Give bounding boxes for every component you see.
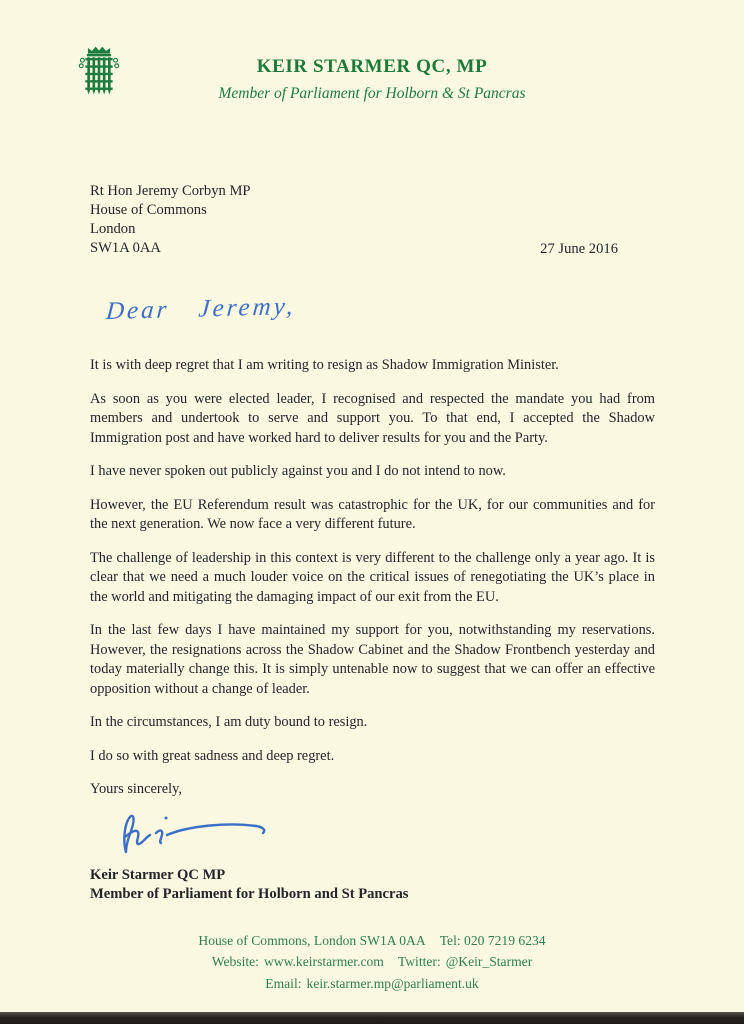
portcullis-icon: [76, 44, 122, 106]
body-paragraph: As soon as you were elected leader, I recognised and respected the mandate you had from members and undertook to serve and support you. To that end, I accepted the Shadow Immigration post and have worked hard to deliver results for you and the Party.: [90, 390, 655, 446]
letter-body: [90, 356, 655, 800]
signer-title: Member of Parliament for Holborn and St Pancras: [90, 886, 409, 902]
letter-footer: [0, 930, 744, 995]
body-paragraph: I have never spoken out publicly against you and I do not intend to now.: [90, 463, 506, 479]
recipient-address-line: Rt Hon Jeremy Corbyn MP: [90, 183, 251, 199]
recipient-address-line: House of Commons: [90, 202, 207, 218]
letter-date: 27 June 2016: [540, 241, 618, 257]
handwritten-salutation: Dear Jeremy,: [104, 292, 297, 326]
footer-line-2: [0, 951, 744, 973]
footer-email: keir.starmer.mp@parliament.uk: [306, 975, 479, 991]
letterhead-subtitle: Member of Parliament for Holborn & St Pancras: [218, 85, 526, 102]
handwritten-signature: [110, 806, 280, 864]
closing: Yours sincerely,: [90, 781, 182, 797]
footer-website: www.keirstarmer.com: [263, 954, 384, 969]
footer-twitter-label: Twitter:: [397, 954, 441, 969]
scan-edge: [0, 1012, 744, 1024]
body-paragraph: The challenge of leadership in this context is very different to the challenge only a year ago. It is clear that we need a much louder voice on the critical issues of renegotiating the UK’s place in the world and mitigating the damaging impact of our exit from the EU.: [90, 549, 655, 605]
footer-line-3: [0, 973, 744, 995]
footer-line-1: [0, 930, 744, 952]
recipient-address-line: London: [90, 221, 136, 237]
footer-website-label: Website:: [211, 954, 259, 969]
letterhead-name: KEIR STARMER QC, MP: [256, 56, 488, 77]
body-paragraph: However, the EU Referendum result was catastrophic for the UK, for our communities and for the next generation. We now face a very different future.: [90, 496, 655, 532]
signer-name: Keir Starmer QC MP: [90, 866, 226, 883]
recipient-address: [90, 182, 251, 258]
signature-block: [90, 866, 655, 905]
body-paragraph: It is with deep regret that I am writing to resign as Shadow Immigration Minister.: [90, 357, 559, 373]
letterhead: [0, 0, 744, 112]
recipient-address-line: SW1A 0AA: [90, 240, 161, 256]
body-paragraph: In the last few days I have maintained my support for you, notwithstanding my reservations. However, the resignations across the Shadow Cabinet and the Shadow Frontbench yesterday and today materially change this. It is simply untenable now to suggest that we can offer an effective opposition without a change of leader.: [90, 622, 655, 697]
footer-twitter: @Keir_Starmer: [445, 954, 533, 969]
body-paragraph: I do so with great sadness and deep regret.: [90, 747, 335, 764]
footer-tel: Tel: 020 7219 6234: [439, 932, 546, 948]
address-row: [90, 182, 655, 258]
footer-address: House of Commons, London SW1A 0AA: [198, 932, 426, 948]
footer-email-label: Email:: [265, 975, 302, 991]
body-paragraph: In the circumstances, I am duty bound to resign.: [90, 714, 368, 730]
